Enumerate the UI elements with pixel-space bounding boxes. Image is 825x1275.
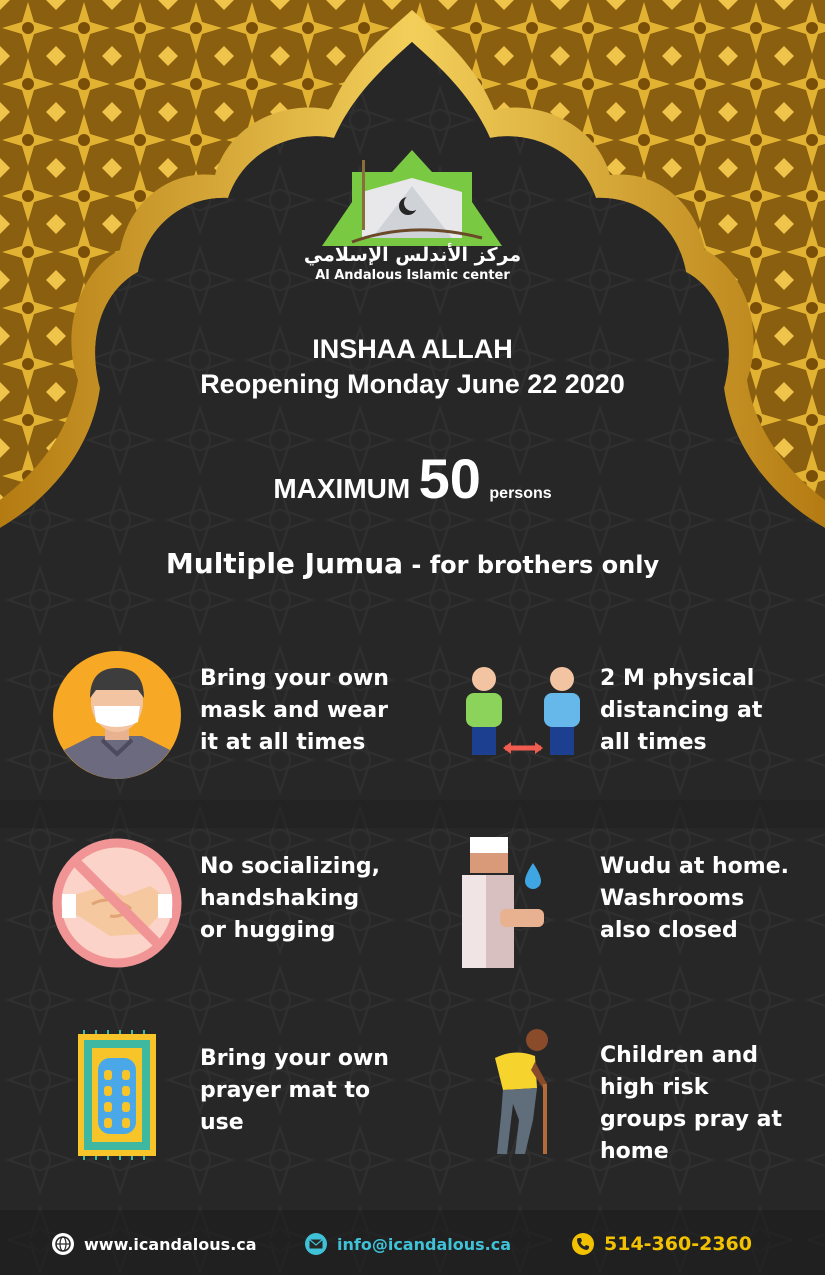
globe-icon [52,1233,74,1255]
capacity-number: 50 [418,447,481,510]
physical-distancing-icon [463,665,583,760]
headline-line1: INSHAA ALLAH [312,334,513,364]
feature-mask-text: Bring your own mask and wear it at all times [200,666,389,755]
feature-prayer-mat-text: Bring your own prayer mat to use [200,1046,389,1135]
feature-wudu-text: Wudu at home. Washrooms also closed [600,854,789,943]
headline-line2: Reopening Monday June 22 2020 [200,369,625,399]
capacity-prefix: MAXIMUM [273,473,411,504]
capacity-line [0,446,825,511]
feature-distancing-text: 2 M physical distancing at all times [600,666,763,755]
logo-english-name: Al Andalous Islamic center [315,268,510,283]
capacity-suffix: persons [489,485,552,502]
footer-email[interactable] [305,1233,511,1255]
phone-text: 514-360-2360 [604,1233,752,1255]
phone-icon [572,1233,594,1255]
mail-icon [305,1233,327,1255]
no-handshake-icon [52,838,182,968]
website-text: www.icandalous.ca [84,1234,257,1254]
feature-socializing-text: No socializing, handshaking or hugging [200,854,381,943]
wudu-icon [458,835,548,970]
jumua-line [0,547,825,580]
elderly-person-icon [485,1028,565,1158]
masked-man-icon [52,650,182,780]
jumua-main: Multiple Jumua [165,547,404,580]
logo-arabic-name: مركز الأندلس الإسلامي [303,244,522,266]
prayer-mat-icon [76,1030,158,1160]
mosque-logo-icon [312,142,512,252]
jumua-rest: - for brothers only [403,551,660,579]
email-text: info@icandalous.ca [337,1234,511,1254]
footer-phone[interactable] [572,1233,752,1255]
feature-elderly-text: Children and high risk groups pray at home [600,1043,783,1164]
footer-website[interactable] [52,1233,257,1255]
